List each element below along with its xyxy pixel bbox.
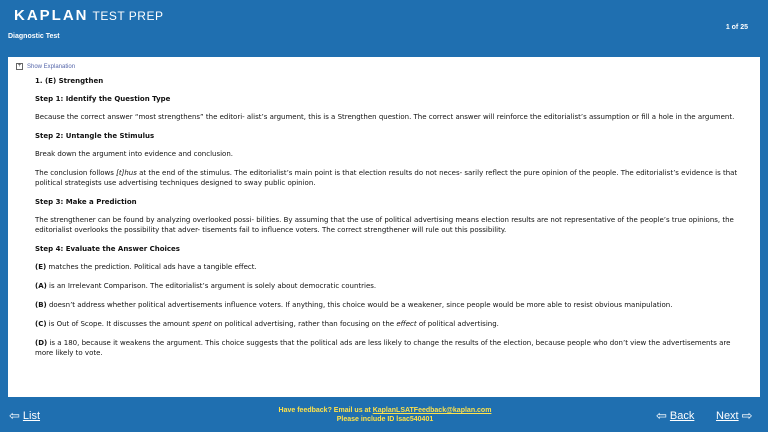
- explanation-text: [16, 76, 748, 358]
- step-body: The conclusion follows [t]hus at the end of the stimulus. The editorialist’s main point is that election results do not neces- sarily reflect the pure opinion of the people. The editorialist’s evidence is that political strategists use advertising techniques designed to sway public opinion.: [35, 169, 738, 187]
- explanation-panel: [8, 57, 760, 397]
- back-arrow-icon: ⇦: [656, 408, 667, 423]
- answer-choice-c: (C) is Out of Scope. It discusses the amount spent on political advertising, rather than focusing on the effect of political advertising.: [35, 320, 499, 328]
- list-button[interactable]: [9, 408, 40, 424]
- show-explanation-toggle[interactable]: [16, 63, 748, 70]
- show-explanation-label[interactable]: Show Explanation: [27, 63, 76, 70]
- answer-choice-d: (D) is a 180, because it weakens the argument. This choice suggests that the political ads are less likely to change the results of the election, because people who don’t view the advertisements are more likely to vote.: [35, 339, 731, 357]
- step-heading: Step 4: Evaluate the Answer Choices: [35, 245, 180, 253]
- back-button[interactable]: [656, 408, 694, 424]
- next-button[interactable]: [716, 408, 753, 424]
- test-title: Diagnostic Test: [8, 33, 60, 40]
- brand-subtitle: TEST PREP: [92, 9, 164, 23]
- list-label[interactable]: List: [22, 410, 41, 422]
- kaplan-logo: [14, 7, 163, 25]
- question-counter: 1 of 25: [725, 24, 748, 31]
- top-bar: [0, 0, 768, 40]
- brand-name: KAPLAN: [14, 7, 89, 24]
- expand-icon[interactable]: +: [17, 63, 22, 69]
- step-heading: Step 1: Identify the Question Type: [35, 95, 171, 103]
- feedback-notice: Have feedback? Email us at KaplanLSATFeedback@kaplan.com Please include ID lsac540401: [230, 406, 540, 424]
- feedback-email-link[interactable]: KaplanLSATFeedback@kaplan.com: [372, 407, 492, 414]
- answer-choice-a: (A) is an Irrelevant Comparison. The editorialist’s argument is solely about democratic countries.: [35, 282, 377, 290]
- back-label[interactable]: Back: [669, 410, 695, 422]
- next-arrow-icon: ⇨: [741, 408, 753, 423]
- bottom-bar: [0, 398, 768, 432]
- step-heading: Step 2: Untangle the Stimulus: [35, 132, 155, 140]
- feedback-id: Please include ID lsac540401: [336, 416, 434, 423]
- next-label[interactable]: Next: [716, 410, 739, 422]
- step-heading: Step 3: Make a Prediction: [35, 198, 137, 206]
- step-body: Break down the argument into evidence and conclusion.: [35, 150, 234, 158]
- answer-choice-e: (E) matches the prediction. Political ads have a tangible effect.: [35, 263, 257, 271]
- step-body: Because the correct answer “most strengthens” the editori- alist’s argument, this is a Strengthen question. The correct answer will reinforce the editorialist’s assumption or fill a hole in the argument.: [35, 113, 735, 121]
- list-arrow-icon: ⇦: [9, 408, 20, 423]
- question-heading: 1. (E) Strengthen: [35, 77, 104, 85]
- answer-choice-b: (B) doesn’t address whether political advertisements influence voters. If anything, this choice would be a weakener, since people would be more able to resist obvious manipulation.: [35, 301, 673, 309]
- step-body: The strengthener can be found by analyzing overlooked possi- bilities. By assuming that the use of political advertising means election results are not representative of the people’s true opinions, the editorialist overlooks the possibility that adver- tisements fail to influence voters. The correct strengthener will rule out this possibility.: [35, 216, 734, 234]
